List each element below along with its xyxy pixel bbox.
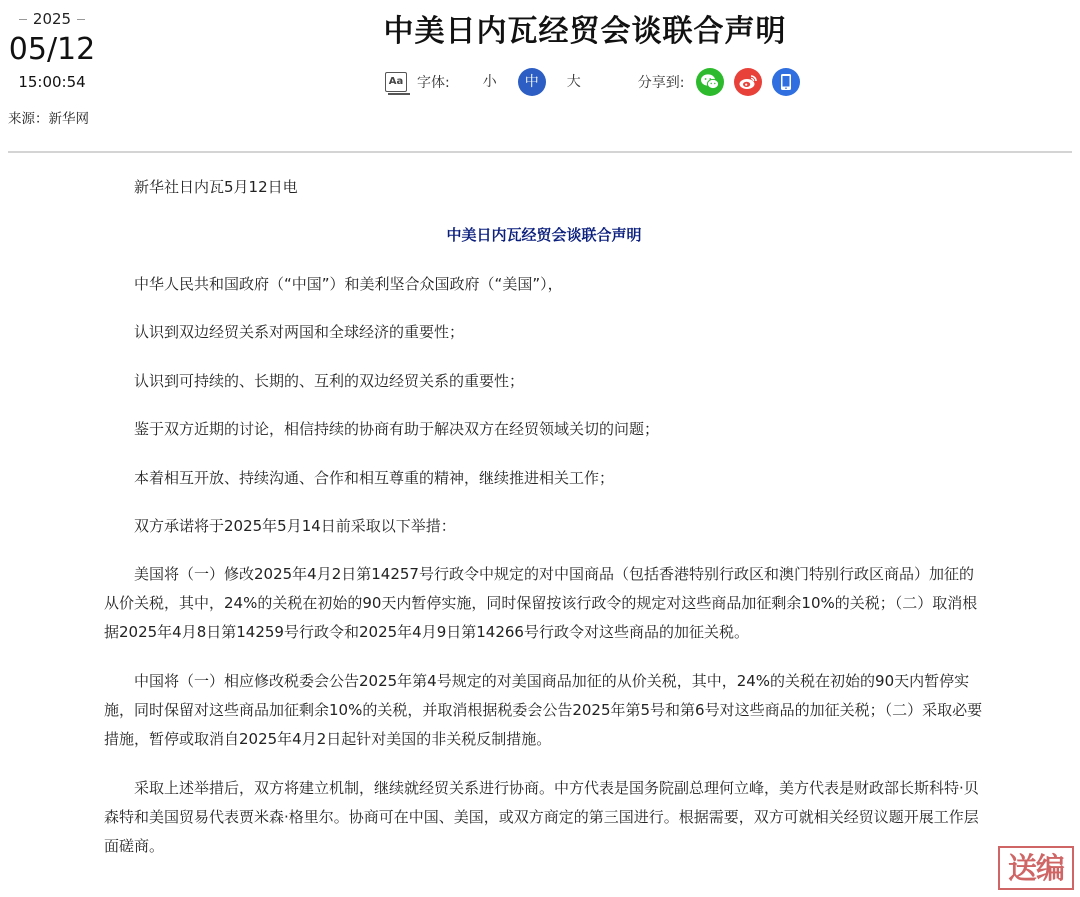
- weibo-icon[interactable]: [734, 68, 762, 96]
- article-body: [104, 168, 984, 881]
- article-paragraph: 中国将（一）相应修改税委会公告2025年第4号规定的对美国商品加征的从价关税，其中，24%的关税在初始的90天内暂停实施，同时保留对这些商品加征剩余10%的关税，并取消根据税委会公告2025年第5号和第6号对这些商品的加征关税；（二）采取必要措施，暂停或取消自2025年4月2日起针对美国的非关税反制措施。: [104, 672, 983, 748]
- font-size-icon: Aa: [385, 72, 407, 92]
- header-divider: [8, 151, 1072, 153]
- share-label: 分享到:: [637, 75, 685, 91]
- article-dateline: 新华社日内瓦5月12日电: [134, 178, 298, 196]
- article-toolbar: [385, 66, 810, 98]
- article-paragraph: 本着相互开放、持续沟通、合作和相互尊重的精神，继续推进相关工作；: [134, 468, 615, 487]
- source-label: 来源：新华网: [8, 111, 89, 127]
- page-title: 中美日内瓦经贸会谈联合声明: [383, 14, 787, 49]
- article-paragraph: 鉴于双方近期的讨论，相信持续的协商有助于解决双方在经贸领域关切的问题；: [134, 420, 660, 438]
- divider-dash: [19, 19, 27, 20]
- date-day: 05/12: [8, 32, 96, 67]
- wechat-icon[interactable]: [696, 68, 724, 96]
- article-paragraph: 双方承诺将于2025年5月14日前采取以下举措：: [134, 517, 456, 535]
- font-size-small-button[interactable]: 小: [482, 74, 497, 90]
- article-inner-title: 中美日内瓦经贸会谈联合声明: [446, 226, 642, 244]
- font-size-large-button[interactable]: 大: [566, 74, 581, 90]
- article-paragraph: 采取上述举措后，双方将建立机制，继续就经贸关系进行协商。中方代表是国务院副总理何立峰，美方代表是财政部长斯科特·贝森特和美国贸易代表贾米森·格里尔。协商可在中国、美国，或双方商定的第三国进行。根据需要，双方可就相关经贸议题开展工作层面磋商。: [104, 779, 979, 855]
- article-paragraph: 美国将（一）修改2025年4月2日第14257号行政令中规定的对中国商品（包括香港特别行政区和澳门特别行政区商品）加征的从价关税，其中，24%的关税在初始的90天内暂停实施，同时保留按该行政令的规定对这些商品加征剩余10%的关税；（二）取消根据2025年4月8日第14259号行政令和2025年4月9日第14266号行政令对这些商品的加征关税。: [104, 565, 978, 641]
- date-year: 2025: [32, 10, 72, 28]
- mobile-icon[interactable]: [772, 68, 800, 96]
- date-time: 15:00:54: [18, 73, 86, 91]
- article-paragraph: 认识到双边经贸关系对两国和全球经济的重要性；: [134, 323, 465, 341]
- date-year-row: [6, 8, 98, 30]
- publish-date: [6, 8, 98, 92]
- font-label: 字体:: [417, 75, 450, 91]
- article-paragraph: 中华人民共和国政府（“中国”）和美利坚合众国政府（“美国”），: [134, 274, 563, 293]
- article-paragraph: 认识到可持续的、长期的、互利的双边经贸关系的重要性；: [134, 371, 525, 390]
- font-size-medium-button[interactable]: 中: [518, 68, 546, 96]
- divider-dash: [77, 19, 85, 20]
- watermark-stamp: 送编: [998, 846, 1074, 890]
